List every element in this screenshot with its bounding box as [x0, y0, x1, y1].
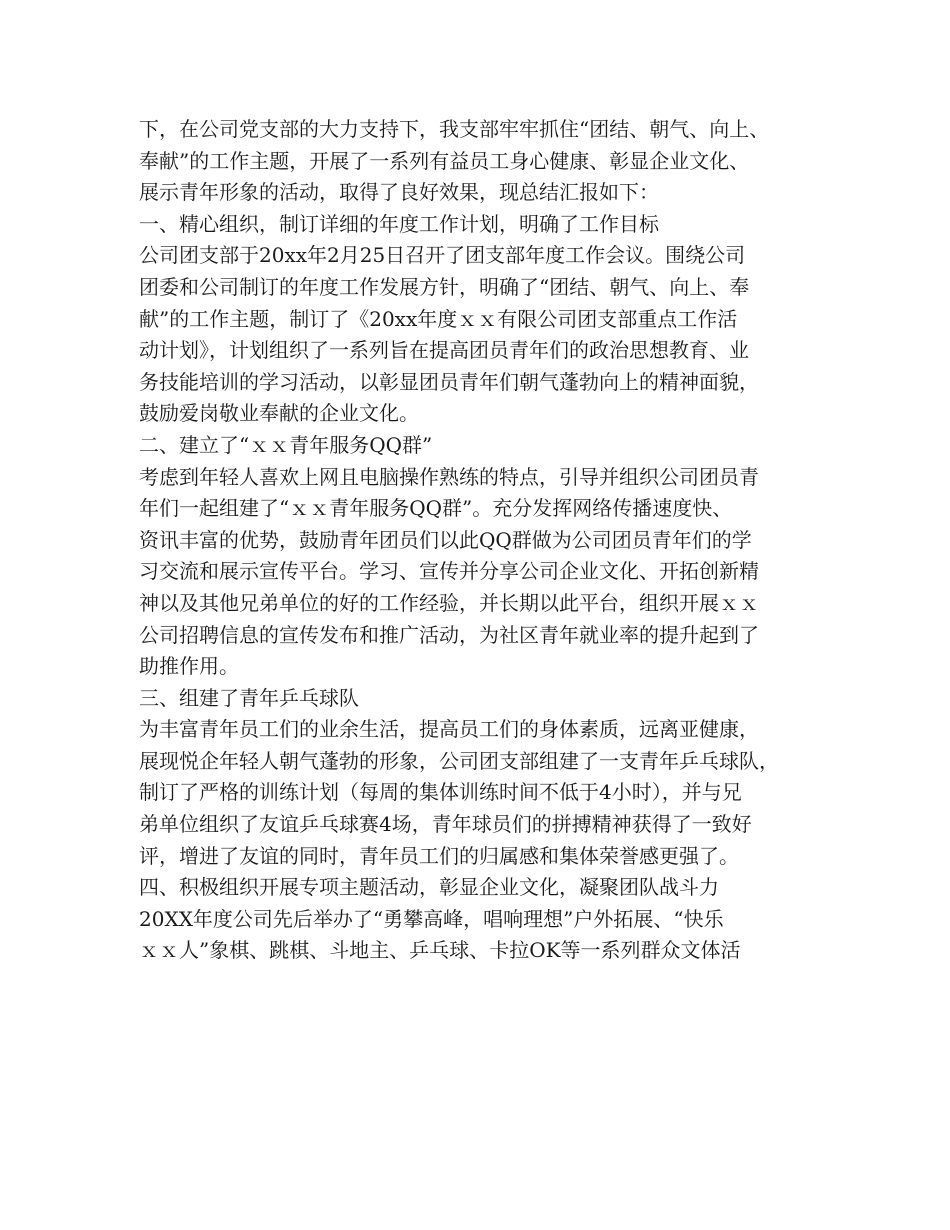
- section-heading-2: 二、建立了“ｘｘ青年服务QQ群”: [139, 432, 433, 457]
- paragraph-line: 团委和公司制订的年度工作发展方针，明确了“团结、朝气、向上、奉: [139, 274, 750, 299]
- paragraph-line: 20XX年度公司先后举办了“勇攀高峰，唱响理想”户外拓展、“快乐: [139, 906, 724, 931]
- paragraph-line: 展现悦企年轻人朝气蓬勃的形象，公司团支部组建了一支青年乒乓球队，: [139, 748, 779, 773]
- section-heading-4: 四、积极组织开展专项主题活动，彰显企业文化，凝聚团队战斗力: [139, 875, 719, 900]
- paragraph-line: 动计划》，计划组织了一系列旨在提高团员青年们的政治思想教育、业: [139, 338, 749, 363]
- section-heading-1: 一、精心组织，制订详细的年度工作计划，明确了工作目标: [139, 211, 659, 236]
- paragraph-line: 弟单位组织了友谊乒乓球赛4场，青年球员们的拼搏精神获得了一致好: [139, 812, 752, 837]
- paragraph-line: 展示青年形象的活动，取得了良好效果，现总结汇报如下：: [139, 180, 659, 205]
- paragraph-line: 神以及其他兄弟单位的好的工作经验，并长期以此平台，组织开展ｘｘ: [139, 590, 759, 615]
- paragraph-line: 公司团支部于20xx年2月25日召开了团支部年度工作会议。围绕公司: [139, 243, 746, 268]
- document-body: [139, 114, 829, 967]
- paragraph-line: 评，增进了友谊的同时，青年员工们的归属感和集体荣誉感更强了。: [139, 843, 739, 868]
- paragraph-line: 资讯丰富的优势，鼓励青年团员们以此QQ群做为公司团员青年们的学: [139, 527, 752, 552]
- paragraph-line: 为丰富青年员工们的业余生活，提高员工们的身体素质，远离亚健康，: [139, 717, 759, 742]
- paragraph-line: 公司招聘信息的宣传发布和推广活动，为社区青年就业率的提升起到了: [139, 622, 759, 647]
- paragraph-line: 鼓励爱岗敬业奉献的企业文化。: [139, 401, 419, 426]
- paragraph-line: 年们一起组建了“ｘｘ青年服务QQ群”。充分发挥网络传播速度快、: [139, 496, 733, 521]
- paragraph-line: 下，在公司党支部的大力支持下，我支部牢牢抓住“团结、朝气、向上、: [139, 117, 770, 141]
- paragraph-line: 习交流和展示宣传平台。学习、宣传并分享公司企业文化、开拓创新精: [139, 559, 759, 584]
- paragraph-line: 助推作用。: [139, 654, 239, 679]
- section-heading-3: 三、组建了青年乒乓球队: [139, 685, 359, 710]
- paragraph-line: 考虑到年轻人喜欢上网且电脑操作熟练的特点，引导并组织公司团员青: [139, 464, 759, 489]
- paragraph-line: 制订了严格的训练计划（每周的集体训练时间不低于4小时），并与兄: [139, 780, 742, 805]
- paragraph-line: 务技能培训的学习活动，以彰显团员青年们朝气蓬勃向上的精神面貌，: [139, 369, 759, 394]
- paragraph-line: 献”的工作主题，制订了《20xx年度ｘｘ有限公司团支部重点工作活: [139, 306, 738, 331]
- paragraph-line: ｘｘ人”象棋、跳棋、斗地主、乒乓球、卡拉OK等一系列群众文体活: [139, 938, 741, 963]
- paragraph-line: 奉献”的工作主题，开展了一系列有益员工身心健康、彰显企业文化、: [139, 148, 750, 173]
